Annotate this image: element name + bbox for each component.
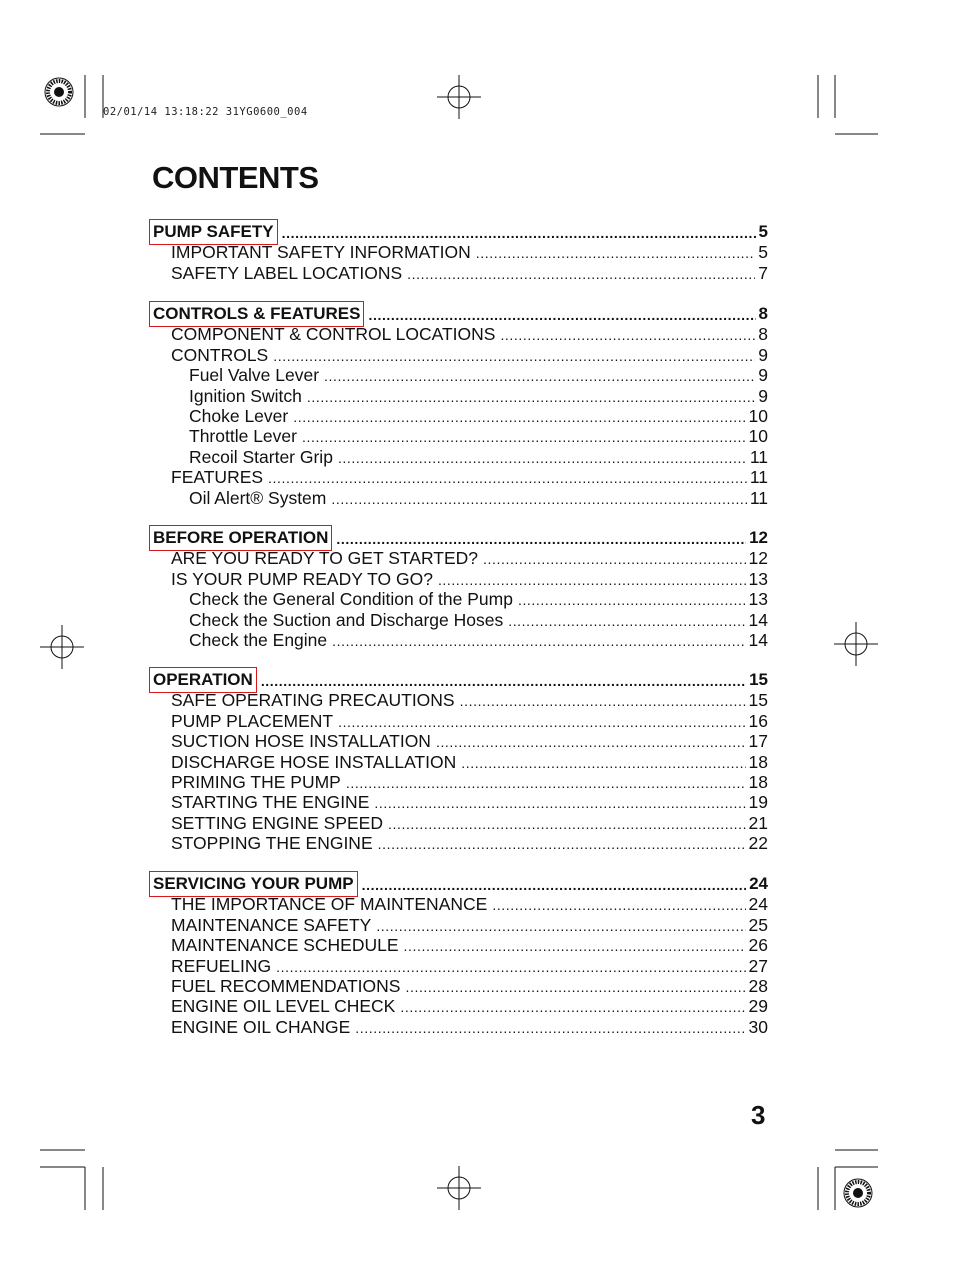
toc-entry-label: ARE YOU READY TO GET STARTED?	[171, 548, 478, 568]
toc-entry-label: Fuel Valve Lever	[189, 365, 320, 385]
toc-entry-link[interactable]	[171, 731, 768, 751]
toc-entry-link[interactable]	[171, 833, 768, 853]
toc-entry-label: ENGINE OIL LEVEL CHECK	[171, 996, 396, 1016]
dot-leader	[407, 266, 755, 283]
toc-page-number: 5	[758, 222, 768, 241]
toc-page-number: 8	[758, 324, 768, 344]
toc-page-number: 15	[749, 670, 768, 689]
toc-entry-link[interactable]	[189, 630, 768, 650]
toc-page-number: 12	[749, 528, 768, 547]
toc-entry-link[interactable]	[189, 610, 768, 630]
toc-page-number: 19	[748, 792, 768, 812]
toc-entry-label: REFUELING	[171, 956, 272, 976]
toc-page-number: 24	[749, 874, 768, 893]
dot-leader	[302, 429, 746, 446]
dot-leader	[355, 1020, 745, 1037]
dot-leader	[483, 551, 746, 568]
dot-leader	[400, 999, 745, 1016]
toc-entry-label: CONTROLS	[171, 345, 269, 365]
toc-entry-link[interactable]	[171, 548, 768, 568]
toc-section-link[interactable]	[152, 670, 768, 690]
toc-page-number: 11	[749, 447, 768, 467]
dot-leader	[405, 979, 745, 996]
toc-page-number: 9	[758, 386, 768, 406]
toc-entry-label: PRIMING THE PUMP	[171, 772, 341, 792]
toc-section-label: CONTROLS & FEATURES	[153, 304, 361, 323]
dot-leader	[336, 531, 746, 548]
toc-entry-label: SAFETY LABEL LOCATIONS	[171, 263, 403, 283]
dot-leader	[376, 918, 745, 935]
toc-entry-label: ENGINE OIL CHANGE	[171, 1017, 351, 1037]
toc-entry-label: Ignition Switch	[189, 386, 302, 406]
toc-entry-label: SETTING ENGINE SPEED	[171, 813, 383, 833]
toc-entry-link[interactable]	[171, 956, 768, 976]
toc-entry-link[interactable]	[189, 386, 768, 406]
dot-leader	[500, 327, 755, 344]
toc-entry-label: IS YOUR PUMP READY TO GO?	[171, 569, 433, 589]
toc-entry-label: FEATURES	[171, 467, 264, 487]
dot-leader	[460, 693, 746, 710]
dot-leader	[461, 755, 745, 772]
dot-leader	[438, 572, 746, 589]
toc-entry-label: PUMP PLACEMENT	[171, 711, 334, 731]
dot-leader	[374, 795, 745, 812]
toc-page-number: 24	[748, 894, 768, 914]
toc-page-number: 26	[748, 935, 768, 955]
dot-leader	[331, 491, 746, 508]
toc-entry-link[interactable]	[171, 976, 768, 996]
dot-leader	[276, 959, 745, 976]
toc-section-link[interactable]	[152, 222, 768, 242]
dot-leader	[261, 673, 746, 690]
dot-leader	[492, 897, 745, 914]
page-number: 3	[751, 1100, 766, 1130]
toc-page-number: 10	[748, 406, 768, 426]
toc-page-number: 13	[748, 569, 768, 589]
toc-page-number: 11	[749, 488, 768, 508]
dot-leader	[307, 389, 755, 406]
dot-leader	[518, 592, 746, 609]
toc-entry-label: DISCHARGE HOSE INSTALLATION	[171, 752, 457, 772]
toc-section-label: PUMP SAFETY	[153, 222, 274, 241]
toc-entry-link[interactable]	[171, 711, 768, 731]
toc-page-number: 10	[748, 426, 768, 446]
dot-leader	[368, 307, 755, 324]
toc-entry-link[interactable]	[189, 488, 768, 508]
toc-page-number: 21	[748, 813, 768, 833]
toc-entry-link[interactable]	[189, 426, 768, 446]
toc-entry-link[interactable]	[171, 690, 768, 710]
toc-entry-link[interactable]	[171, 242, 768, 262]
toc-page-number: 9	[758, 345, 768, 365]
toc-entry-link[interactable]	[171, 894, 768, 914]
toc-entry-label: COMPONENT & CONTROL LOCATIONS	[171, 324, 496, 344]
dot-leader	[338, 450, 747, 467]
dot-leader	[332, 633, 745, 650]
toc-section-label: BEFORE OPERATION	[153, 528, 329, 547]
toc-entry-link[interactable]	[171, 996, 768, 1016]
toc-entry-label: THE IMPORTANCE OF MAINTENANCE	[171, 894, 488, 914]
toc-entry-link[interactable]	[171, 467, 768, 487]
toc-entry-link[interactable]	[171, 915, 768, 935]
toc-entry-link[interactable]	[171, 324, 768, 344]
toc-entry-label: Recoil Starter Grip	[189, 447, 333, 467]
toc-page-number: 28	[748, 976, 768, 996]
toc-entry-link[interactable]	[189, 589, 768, 609]
toc-page-number: 7	[758, 263, 768, 283]
dot-leader	[362, 877, 746, 894]
toc-entry-link[interactable]	[171, 569, 768, 589]
dot-leader	[388, 816, 746, 833]
toc-page-number: 5	[758, 242, 768, 262]
toc-section-link[interactable]	[152, 304, 768, 324]
dot-leader	[436, 734, 746, 751]
dot-leader	[273, 348, 755, 365]
dot-leader	[378, 836, 746, 853]
dot-leader	[293, 409, 745, 426]
toc-page-number: 15	[748, 690, 768, 710]
toc-page-number: 13	[748, 589, 768, 609]
toc-entry-label: FUEL RECOMMENDATIONS	[171, 976, 401, 996]
toc-page-number: 14	[748, 630, 768, 650]
dot-leader	[268, 470, 747, 487]
toc-page-number: 25	[748, 915, 768, 935]
dot-leader	[324, 368, 755, 385]
toc-entry-label: MAINTENANCE SCHEDULE	[171, 935, 399, 955]
toc-entry-label: STARTING THE ENGINE	[171, 792, 370, 812]
toc-entry-link[interactable]	[171, 772, 768, 792]
toc-entry-label: Choke Lever	[189, 406, 289, 426]
toc-entry-label: MAINTENANCE SAFETY	[171, 915, 372, 935]
toc-entry-link[interactable]	[171, 813, 768, 833]
toc-entry-label: Check the General Condition of the Pump	[189, 589, 513, 609]
dot-leader	[282, 225, 756, 242]
toc-entry-link[interactable]	[189, 406, 768, 426]
toc-entry-link[interactable]	[171, 792, 768, 812]
toc-section-label: OPERATION	[153, 670, 253, 689]
dot-leader	[338, 714, 745, 731]
toc-entry-link[interactable]	[171, 345, 768, 365]
toc-entry-label: STOPPING THE ENGINE	[171, 833, 373, 853]
dot-leader	[346, 775, 746, 792]
toc-page-number: 9	[758, 365, 768, 385]
dot-leader	[508, 613, 745, 630]
toc-entry-label: Throttle Lever	[189, 426, 297, 446]
toc-entry-link[interactable]	[171, 752, 768, 772]
toc-entry-link[interactable]	[189, 447, 768, 467]
toc-entry-label: IMPORTANT SAFETY INFORMATION	[171, 242, 471, 262]
dot-leader	[476, 245, 755, 262]
toc-section-label: SERVICING YOUR PUMP	[153, 874, 354, 893]
toc-page-number: 8	[758, 304, 768, 323]
toc-page-number: 29	[748, 996, 768, 1016]
toc-entry-label: SUCTION HOSE INSTALLATION	[171, 731, 431, 751]
toc-entry-link[interactable]	[171, 263, 768, 283]
toc-section-link[interactable]	[152, 528, 768, 548]
page-title: CONTENTS	[152, 160, 319, 195]
toc-entry-link[interactable]	[171, 935, 768, 955]
toc-page-number: 11	[749, 467, 768, 487]
toc-page-number: 14	[748, 610, 768, 630]
toc-entry-link[interactable]	[189, 365, 768, 385]
toc-page-number: 16	[748, 711, 768, 731]
toc-section-link[interactable]	[152, 874, 768, 894]
toc-page-number: 27	[748, 956, 768, 976]
toc-page-number: 17	[748, 731, 768, 751]
toc-page-number: 18	[748, 772, 768, 792]
toc-page-number: 18	[748, 752, 768, 772]
dot-leader	[404, 938, 746, 955]
toc-entry-link[interactable]	[171, 1017, 768, 1037]
toc-entry-label: Oil Alert® System	[189, 488, 327, 508]
toc-entry-label: Check the Suction and Discharge Hoses	[189, 610, 504, 630]
toc-page-number: 12	[748, 548, 768, 568]
toc-entry-label: Check the Engine	[189, 630, 328, 650]
print-slug: 02/01/14 13:18:22 31YG0600_004	[103, 106, 308, 118]
toc-page-number: 22	[748, 833, 768, 853]
toc-entry-label: SAFE OPERATING PRECAUTIONS	[171, 690, 455, 710]
toc-page-number: 30	[748, 1017, 768, 1037]
